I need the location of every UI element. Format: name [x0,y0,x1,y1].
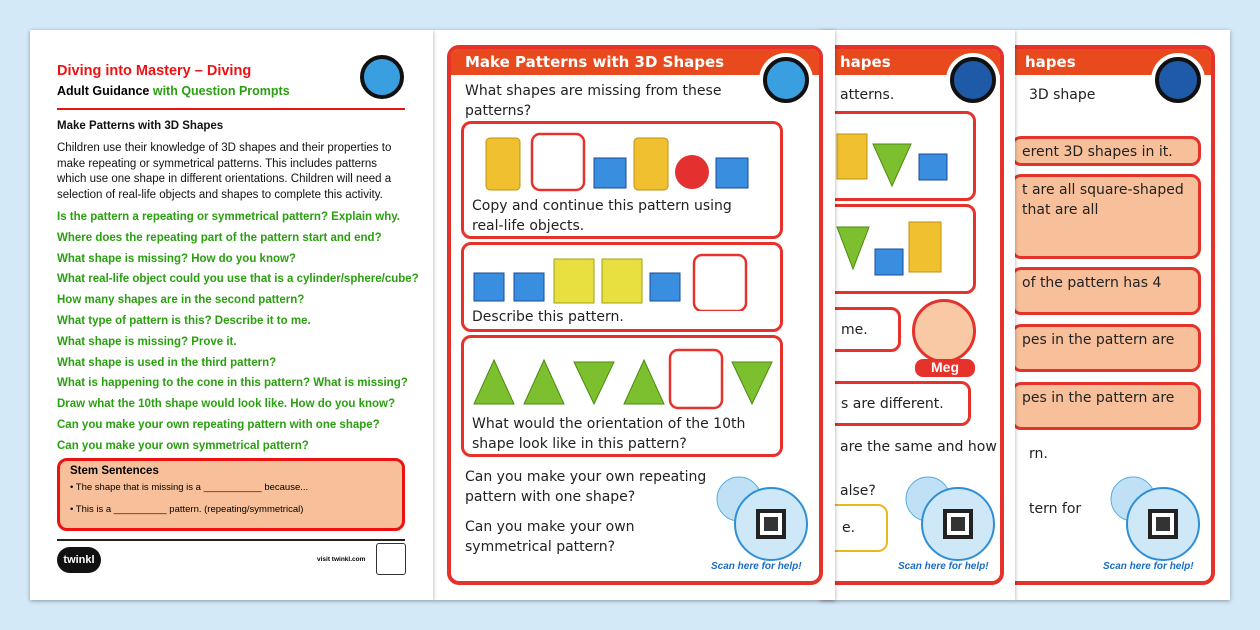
question-prompt: What type of pattern is this? Describe it to me. [57,314,311,327]
text: erent 3D shapes in it. [1022,144,1173,160]
text: alse? [840,483,876,499]
intro-line: selection of real-life objects and shapes to complete this activity. [57,189,383,202]
extra-question: pattern with one shape? [465,489,636,505]
sheet3-title: hapes [1015,49,1211,75]
adult-guidance-page [30,30,433,600]
sheet2-title: hapes [820,49,1000,75]
question-list [57,207,419,457]
extra-question: Can you make your own [465,519,635,535]
text: t are all square-shaped [1022,182,1184,198]
submarine-icon [763,57,809,103]
stem-sentence: This is a __________ pattern. (repeating/symmetrical) [75,504,304,515]
task-text: shape look like in this pattern? [472,436,687,452]
speech-bubble: me. [841,322,868,338]
text: pes in the pattern are [1022,390,1175,406]
extra-question: symmetrical pattern? [465,539,616,555]
question-prompt: What real-life object could you use that is a cylinder/sphere/cube? [57,273,419,286]
question-prompt: Can you make your own repeating pattern with one shape? [57,418,380,431]
stem-sentence: The shape that is missing is a ___________ because... [75,482,309,493]
text: that are all [1022,202,1099,218]
question-text: patterns? [465,103,532,119]
scan-help-label: Scan here for help! [1103,561,1194,572]
subtitle-green: with Question Prompts [152,84,290,98]
intro-line: make repeating or symmetrical patterns. This includes patterns [57,157,378,170]
question-prompt: Draw what the 10th shape would look like. How do you know? [57,398,396,411]
character-name: Meg [915,359,975,377]
footer-divider [57,539,405,541]
question-prompt: What shape is used in the third pattern? [57,356,277,369]
text: are the same and how [840,439,997,455]
worksheet-3 [1015,30,1230,600]
meg-avatar [912,299,976,363]
question-prompt: How many shapes are in the second pattern? [57,294,305,307]
task-text: real-life objects. [472,218,585,234]
text: pes in the pattern are [1022,332,1175,348]
question-prompt: Where does the repeating part of the pattern start and end? [57,231,382,244]
text: rn. [1029,446,1048,462]
intro-line: which use one shape in different orientations. Children will need a [57,173,392,186]
question-prompt: What shape is missing? How do you know? [57,252,296,265]
pattern-3 [461,335,783,457]
worksheet-2 [820,30,1015,600]
qr-code-help[interactable] [709,469,819,579]
qr-code-help[interactable] [898,469,998,579]
sheet1-title: Make Patterns with 3D Shapes [451,49,819,75]
submarine-icon [360,55,404,99]
guide-title: Diving into Mastery – Diving [57,63,252,79]
question-prompt: What is happening to the cone in this pattern? What is missing? [57,377,408,390]
scan-help-label: Scan here for help! [898,561,989,572]
divider [57,108,405,110]
worksheet-1 [433,30,835,600]
question-text: What shapes are missing from these [465,83,722,99]
text: of the pattern has 4 [1022,275,1162,291]
extra-question: Can you make your own repeating [465,469,707,485]
text: atterns. [840,87,895,103]
text: 3D shape [1029,87,1096,103]
subtitle: Adult Guidance [57,84,150,98]
question-prompt: Can you make your own symmetrical pattern? [57,439,309,452]
stem-sentences-box: Stem Sentences • The shape that is missing is a ___________ because... • This is a __________ pattern. (repeating/symmetrical) [57,458,405,531]
submarine-icon [950,57,996,103]
submarine-icon [1155,57,1201,103]
task-text: Copy and continue this pattern using [472,198,732,214]
qr-code-help[interactable] [1103,469,1203,579]
question-prompt: What shape is missing? Prove it. [57,335,237,348]
intro-line: Children use their knowledge of 3D shapes and their properties to [57,142,392,154]
scan-help-label: Scan here for help! [711,561,802,572]
text: e. [842,520,856,536]
pattern-2 [461,242,783,332]
stem-title: Stem Sentences [70,465,159,477]
guide-heading: Make Patterns with 3D Shapes [57,120,224,132]
text: tern for [1029,501,1082,517]
text: s are different. [841,396,944,412]
quality-badge [376,543,406,575]
task-text: What would the orientation of the 10th [472,416,746,432]
twinkl-logo: twinkl [57,547,101,573]
visit-link[interactable]: visit twinkl.com [317,556,366,563]
pattern-1 [461,121,783,239]
question-prompt: Is the pattern a repeating or symmetrical pattern? Explain why. [57,211,400,223]
task-text: Describe this pattern. [472,309,624,325]
